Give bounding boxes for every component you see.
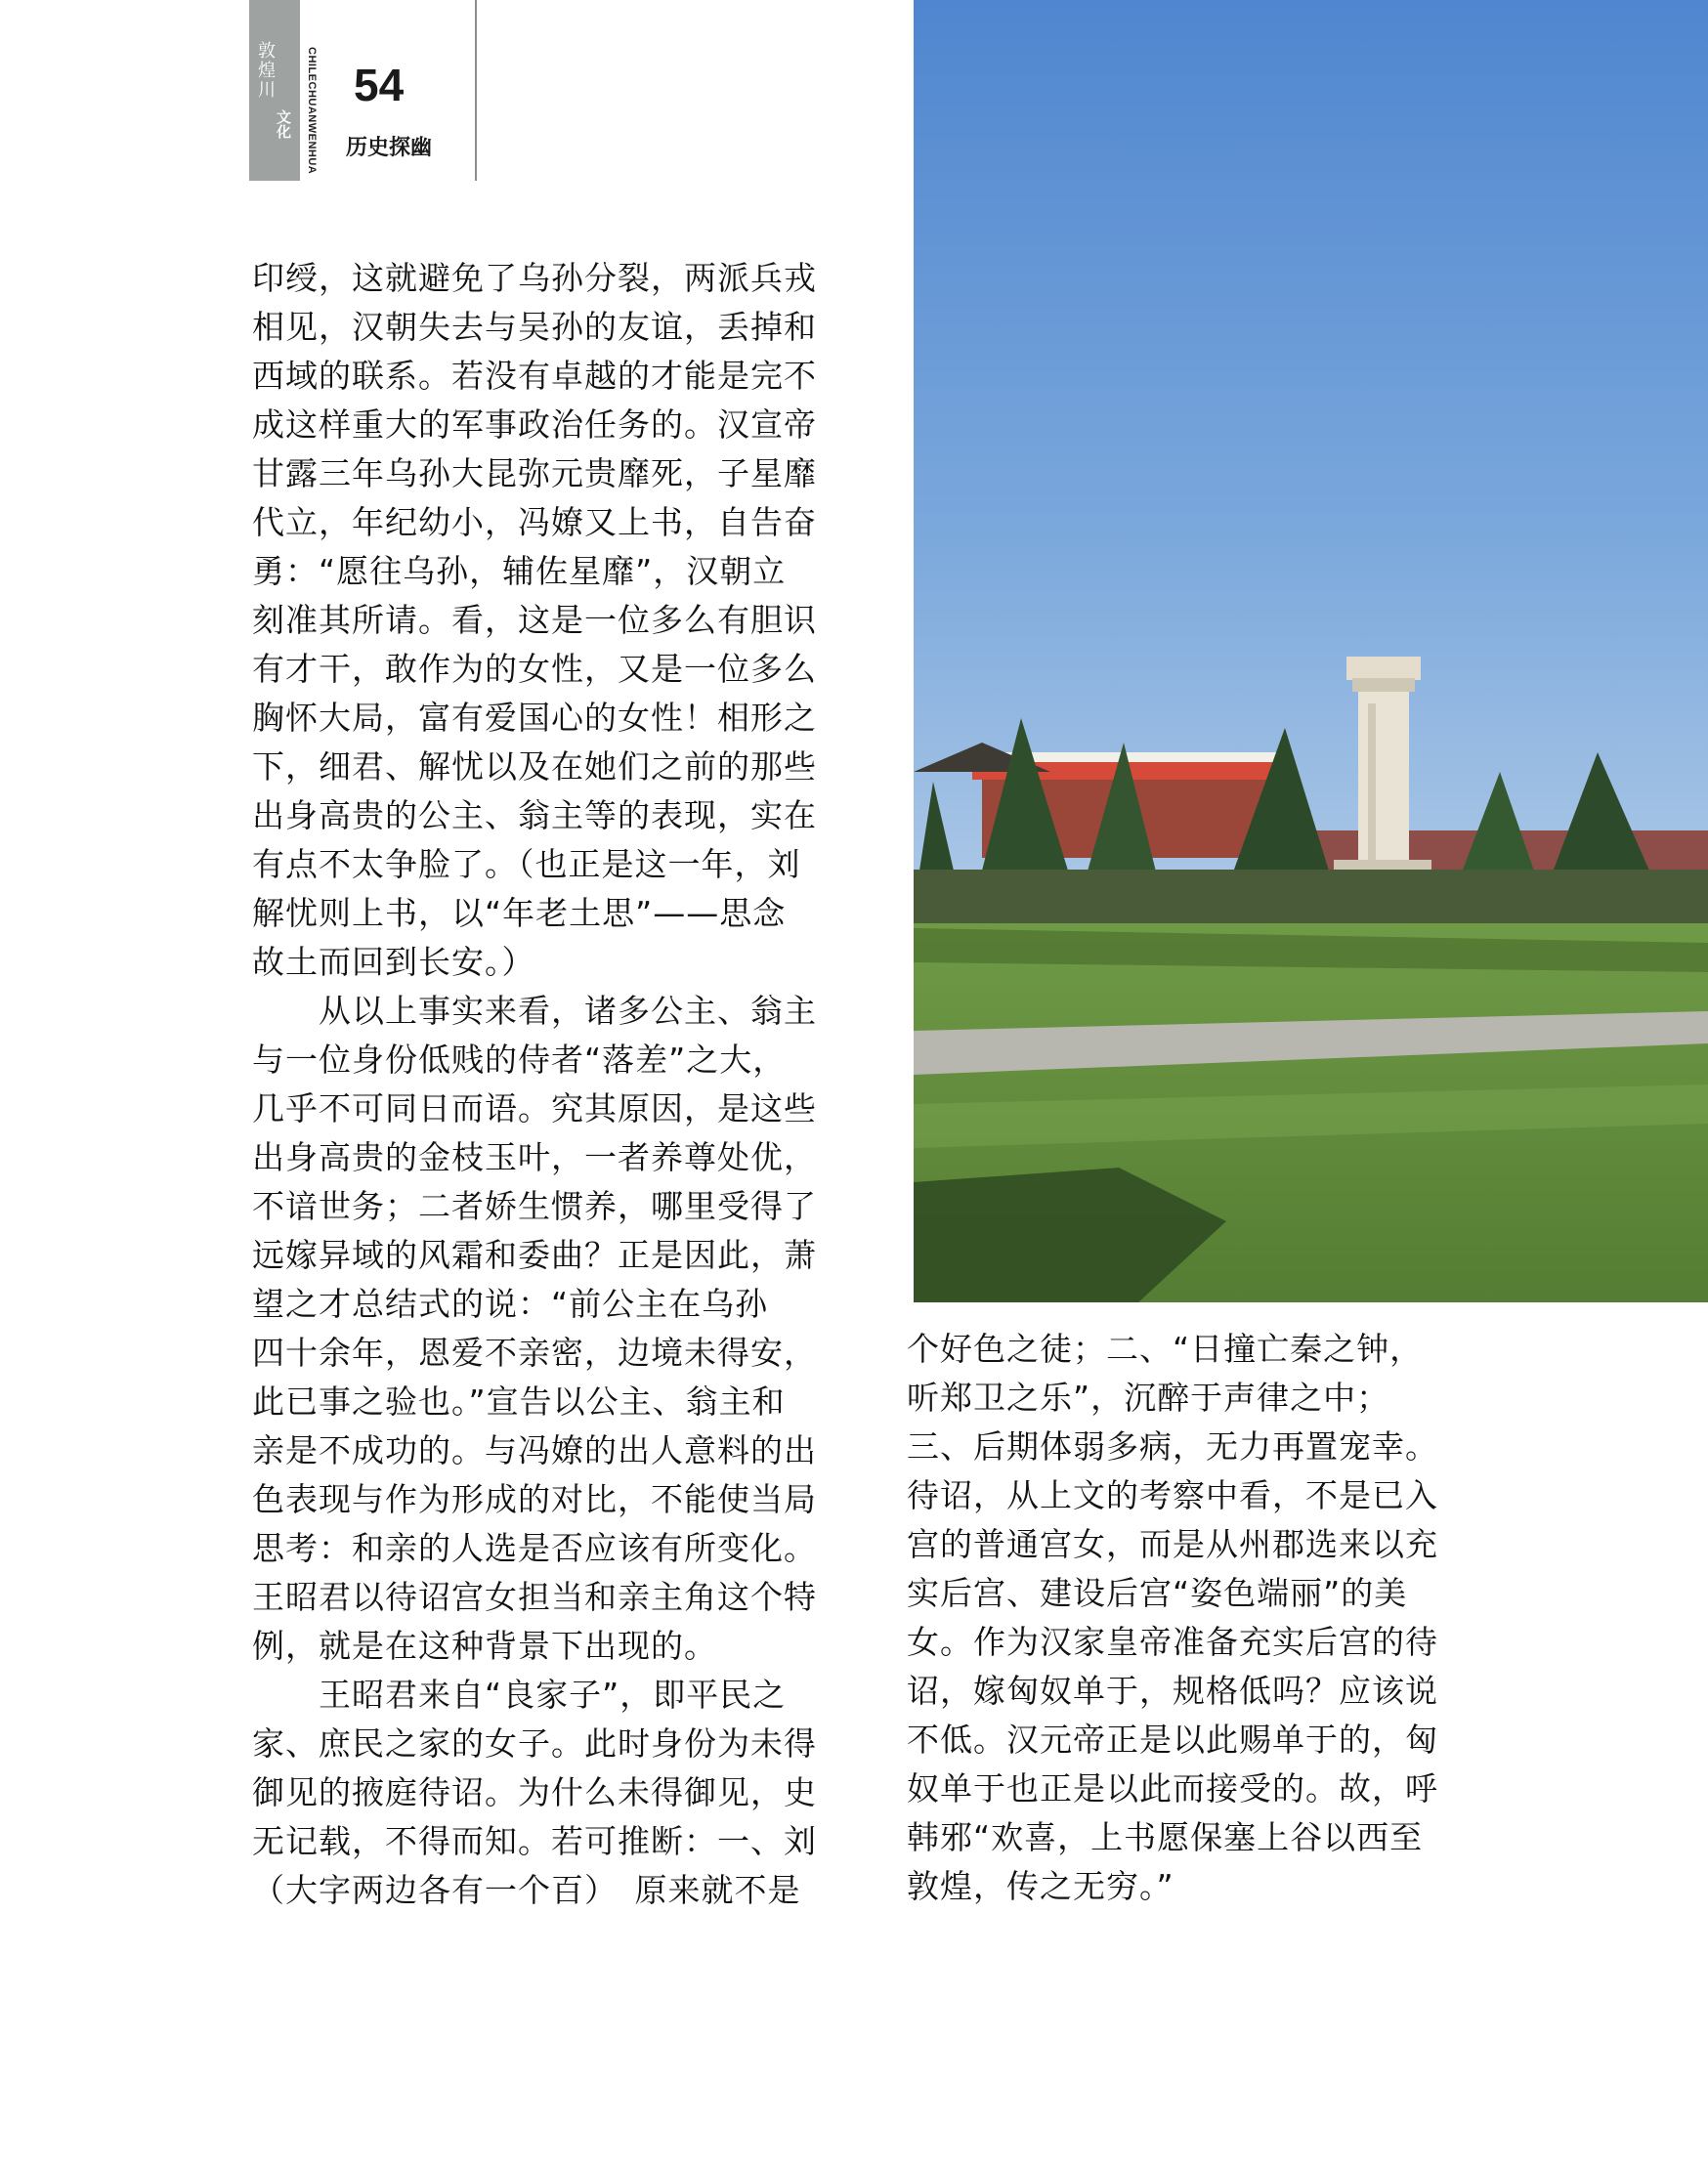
text-line: 几乎不可同日而语。究其原因，是这些 (252, 1089, 817, 1127)
text-line: 四十余年，恩爱不亲密，边境未得安， (252, 1334, 817, 1372)
text-line: 出身高贵的金枝玉叶，一者养尊处优， (252, 1138, 817, 1176)
text-line: 不谙世务；二者娇生惯养，哪里受得了 (252, 1187, 817, 1225)
text-line: 从以上事实来看，诸多公主、翁主 (252, 992, 817, 1030)
text-line: 望之才总结式的说：“前公主在乌孙 (252, 1285, 769, 1323)
masthead-bar (249, 0, 300, 181)
text-line: 思考：和亲的人选是否应该有所变化。 (252, 1529, 817, 1567)
text-line: 诏，嫁匈奴单于，规格低吗？应该说 (907, 1672, 1438, 1710)
text-line: 韩邪“欢喜，上书愿保塞上谷以西至 (907, 1818, 1424, 1856)
header-divider (475, 0, 477, 181)
text-line: 下，细君、解忧以及在她们之前的那些 (252, 747, 817, 786)
text-line: 故土而回到长安。） (252, 943, 535, 981)
text-line: 王昭君以待诏宫女担当和亲主角这个特 (252, 1578, 817, 1616)
text-line: 无记载，不得而知。若可推断：一、刘 (252, 1822, 817, 1860)
park-monument-photo (914, 0, 1708, 1302)
text-line: 亲是不成功的。与冯嫽的出人意料的出 (252, 1431, 817, 1469)
masthead-subtitle: 文化 (275, 109, 292, 139)
text-line: 胸怀大局，富有爱国心的女性！相形之 (252, 699, 817, 737)
text-line: 成这样重大的军事政治任务的。汉宣帝 (252, 405, 817, 444)
text-line: 解忧则上书，以“年老土思”——思念 (252, 894, 787, 932)
text-line: 有点不太争脸了。（也正是这一年，刘 (252, 845, 801, 883)
text-line: 实后宫、建设后宫“姿色端丽”的美 (907, 1574, 1408, 1612)
right-text-column (907, 1325, 1454, 1911)
text-line: 待诏，从上文的考察中看，不是已入 (907, 1476, 1438, 1514)
text-line: 此已事之验也。”宣告以公主、翁主和 (252, 1382, 786, 1421)
text-line: 甘露三年乌孙大昆弥元贵靡死，子星靡 (252, 454, 817, 492)
text-line: 西域的联系。若没有卓越的才能是完不 (252, 357, 817, 395)
masthead-pinyin: CHILECHUANWENHUA (306, 47, 318, 175)
masthead-title: 敦煌川 (255, 41, 276, 100)
photo-illustration (914, 0, 1708, 1302)
text-line: 相见，汉朝失去与吴孙的友谊，丢掉和 (252, 308, 817, 346)
text-line: 王昭君来自“良家子”，即平民之 (252, 1676, 787, 1714)
text-line: 不低。汉元帝正是以此赐单于的，匈 (907, 1721, 1438, 1759)
text-line: 刻准其所请。看，这是一位多么有胆识 (252, 601, 817, 639)
text-line: 家、庶民之家的女子。此时身份为未得 (252, 1724, 817, 1763)
text-line: 三、后期体弱多病，无力再置宠幸。 (907, 1427, 1438, 1466)
left-text-column (252, 254, 838, 1915)
text-line: 个好色之徒；二、“日撞亡秦之钟， (907, 1330, 1424, 1368)
page-number: 54 (354, 60, 405, 110)
text-line: 有才干，敢作为的女性，又是一位多么 (252, 650, 817, 688)
text-line: 女。作为汉家皇帝准备充实后宫的待 (907, 1623, 1438, 1661)
text-line: 与一位身份低贱的侍者“落差”之大， (252, 1041, 787, 1079)
text-line: 勇：“愿往乌孙，辅佐星靡”，汉朝立 (252, 552, 787, 590)
text-line: 御见的掖庭待诏。为什么未得御见，史 (252, 1773, 817, 1811)
text-line: 宫的普通宫女，而是从州郡选来以充 (907, 1525, 1438, 1563)
text-line: 色表现与作为形成的对比，不能使当局 (252, 1480, 817, 1518)
section-title: 历史探幽 (346, 136, 433, 160)
text-line: 听郑卫之乐”，沉醉于声律之中； (907, 1379, 1390, 1417)
text-line: 奴单于也正是以此而接受的。故，呼 (907, 1769, 1438, 1808)
text-line: 印绶，这就避免了乌孙分裂，两派兵戎 (252, 259, 817, 297)
text-line: 代立，年纪幼小，冯嫽又上书，自告奋 (252, 503, 817, 541)
text-line: 例，就是在这种背景下出现的。 (252, 1627, 717, 1665)
text-line: 敦煌，传之无穷。” (907, 1867, 1174, 1905)
text-line: （大字两边各有一个百） 原来就不是 (252, 1871, 801, 1909)
text-line: 远嫁异域的风霜和委曲？正是因此，萧 (252, 1236, 817, 1274)
text-line: 出身高贵的公主、翁主等的表现，实在 (252, 796, 817, 834)
